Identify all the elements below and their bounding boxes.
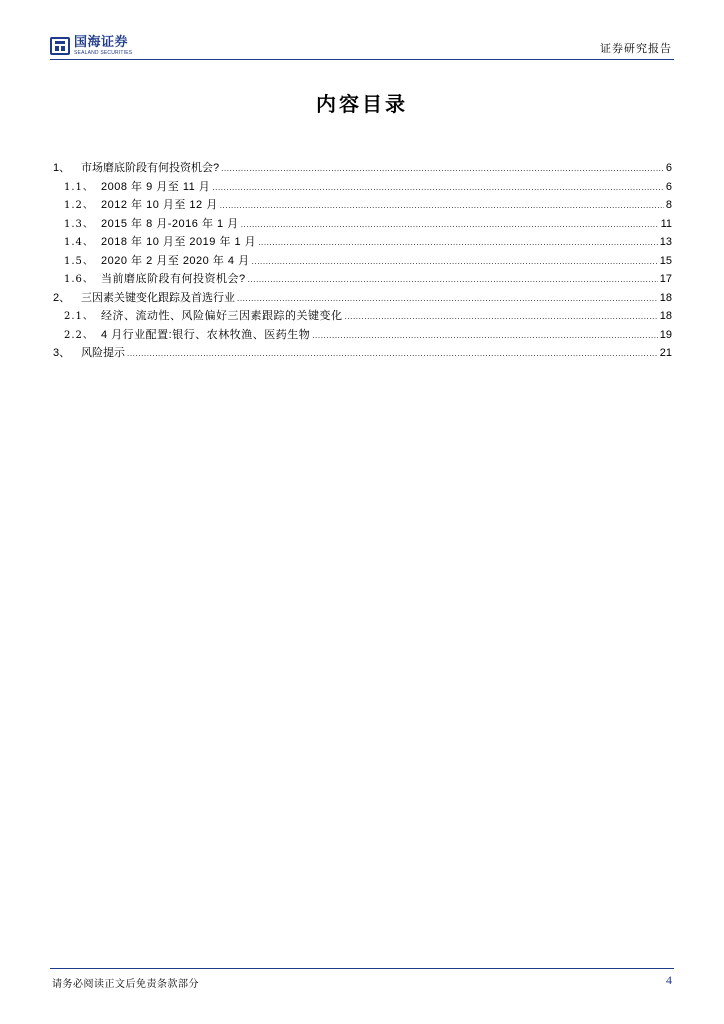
toc-entry-page: 15: [659, 254, 672, 267]
table-of-contents: [50, 159, 672, 363]
toc-entry-number: 2、: [53, 291, 71, 304]
toc-entry[interactable]: [50, 215, 672, 234]
page-header: [50, 30, 674, 62]
toc-entry[interactable]: [50, 178, 672, 197]
toc-dot-leader: [258, 238, 658, 247]
toc-entry-number: 2.2、: [64, 329, 94, 341]
toc-entry-number: 1.6、: [64, 274, 94, 285]
toc-entry-title: 当前磨底阶段有何投资机会?: [101, 273, 246, 285]
toc-entry-title: 4 月行业配置:银行、农林牧渔、医药生物: [101, 328, 311, 341]
toc-entry-page: 6: [665, 162, 672, 174]
toc-entry-number: 1.3、: [64, 218, 94, 230]
toc-entry[interactable]: [50, 252, 672, 271]
footer-divider: [50, 968, 674, 969]
toc-dot-leader: [212, 183, 664, 192]
sealand-logo-icon: [50, 36, 70, 56]
toc-entry-number: 1.2、: [64, 200, 94, 211]
toc-entry-page: 21: [659, 347, 672, 359]
toc-entry-page: 6: [665, 180, 672, 193]
toc-entry[interactable]: [50, 270, 672, 289]
toc-dot-leader: [241, 220, 659, 229]
toc-dot-leader: [312, 331, 658, 340]
toc-entry-page: 19: [659, 328, 672, 341]
toc-entry-number: 1、: [53, 162, 71, 174]
toc-entry-title: 市场磨底阶段有何投资机会?: [81, 162, 220, 174]
brand-name-en: SEALAND SECURITIES: [74, 50, 133, 56]
toc-entry[interactable]: [50, 159, 672, 178]
toc-dot-leader: [221, 164, 664, 173]
toc-entry[interactable]: [50, 307, 672, 326]
toc-dot-leader: [127, 349, 658, 358]
toc-entry-title: 2020 年 2 月至 2020 年 4 月: [101, 254, 250, 267]
toc-entry-page: 11: [660, 217, 672, 230]
toc-dot-leader: [345, 312, 658, 321]
brand-logo: [50, 34, 132, 58]
toc-entry[interactable]: [50, 233, 672, 252]
toc-dot-leader: [248, 275, 658, 284]
toc-entry-page: 18: [659, 291, 672, 304]
toc-entry-title: 风险提示: [81, 347, 125, 359]
toc-dot-leader: [220, 201, 664, 210]
toc-entry-number: 2.1、: [64, 311, 94, 322]
toc-dot-leader: [237, 294, 658, 303]
page-title: 内容目录: [316, 92, 408, 116]
toc-entry-title: 经济、流动性、风险偏好三因素跟踪的关键变化: [101, 310, 343, 322]
header-divider: [50, 59, 674, 60]
report-type-label: 证券研究报告: [600, 42, 672, 55]
toc-entry-title: 2008 年 9 月至 11 月: [101, 180, 211, 193]
brand-name-cn: 国海证券: [74, 35, 129, 50]
toc-entry-page: 13: [659, 236, 672, 248]
toc-entry-number: 1.4、: [64, 237, 94, 248]
toc-entry-title: 2012 年 10 月至 12 月: [101, 199, 218, 211]
toc-entry-page: 8: [665, 199, 672, 211]
toc-entry-page: 18: [659, 310, 672, 322]
toc-entry-number: 1.1、: [64, 181, 94, 193]
toc-entry-title: 2015 年 8 月-2016 年 1 月: [101, 217, 239, 230]
toc-entry-title: 2018 年 10 月至 2019 年 1 月: [101, 236, 257, 248]
toc-dot-leader: [252, 257, 658, 266]
toc-entry[interactable]: [50, 289, 672, 308]
toc-entry[interactable]: [50, 326, 672, 345]
toc-entry-page: 17: [659, 273, 672, 285]
page-number: 4: [666, 973, 672, 987]
toc-entry[interactable]: [50, 344, 672, 363]
toc-entry-number: 1.5、: [64, 255, 94, 267]
toc-entry[interactable]: [50, 196, 672, 215]
toc-entry-title: 三因素关键变化跟踪及首选行业: [81, 291, 235, 304]
footer-disclaimer: 请务必阅读正文后免责条款部分: [52, 979, 199, 990]
toc-entry-number: 3、: [53, 347, 71, 359]
